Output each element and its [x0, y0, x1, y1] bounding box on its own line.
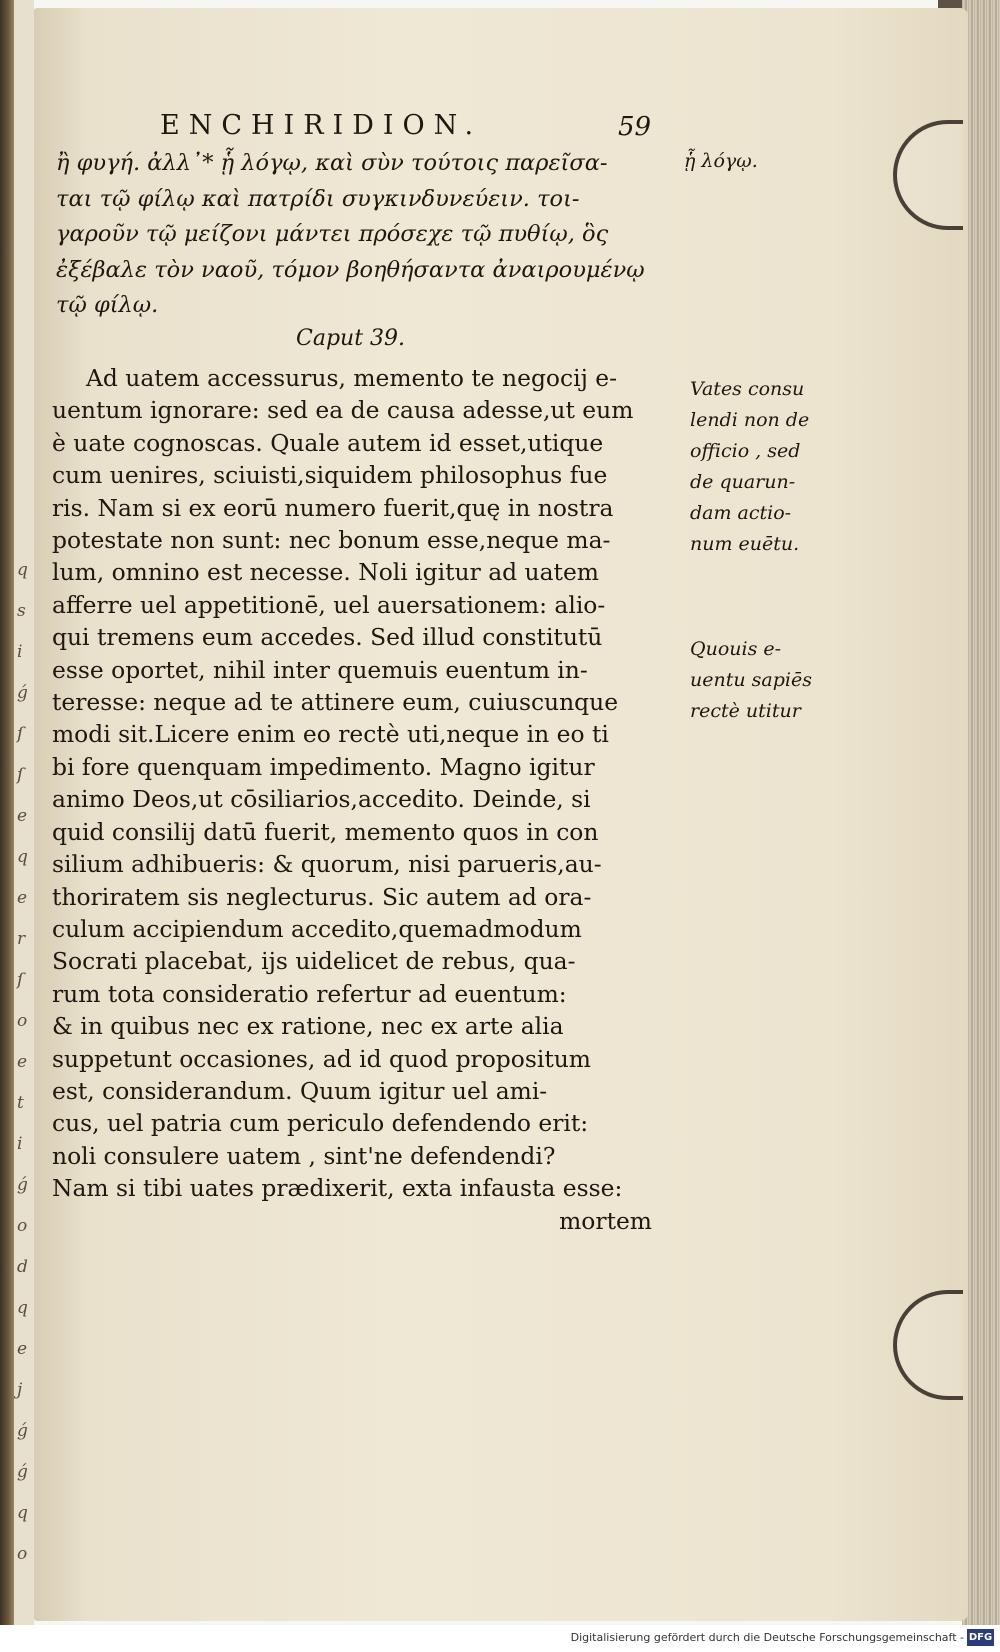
margin-line: de quarun-	[690, 471, 796, 493]
page-number: 59	[618, 112, 652, 142]
prev-page-fragment: q	[17, 1298, 28, 1318]
chapter-heading: Caput 39.	[296, 326, 406, 351]
running-head: ENCHIRIDION.	[160, 110, 483, 141]
margin-note-vates	[690, 374, 809, 560]
prev-page-fragment: j	[17, 1380, 23, 1400]
prev-page-fragment: r	[17, 929, 26, 949]
text-line: est, considerandum. Quum igitur uel ami-	[52, 1076, 548, 1105]
greek-margin-note: ᾗ λόγῳ.	[684, 150, 758, 172]
dfg-logo[interactable]: DFG	[967, 1629, 994, 1646]
margin-note-sapiens	[690, 634, 812, 727]
prev-page-fragment: i	[17, 1134, 23, 1154]
prev-page-fragment: q	[17, 560, 28, 580]
text-line: è uate cognoscas. Quale autem id esset,utique	[52, 428, 604, 457]
text-line: culum accipiendum accedito,quemadmodum	[52, 914, 582, 943]
text-line: animo Deos,ut cōsiliarios,accedito. Deinde, si	[52, 785, 591, 814]
prev-page-fragment: o	[17, 1544, 28, 1564]
prev-page-fragment: t	[17, 1093, 24, 1113]
text-line: uentum ignorare: sed ea de causa adesse,ut eum	[52, 396, 634, 425]
prev-page-fragment: ſ	[17, 765, 24, 785]
text-line: Ad uatem accessurus, memento te negocij e-	[86, 364, 618, 392]
margin-line: officio , sed	[690, 440, 801, 462]
greek-line: ται τῷ φίλῳ καὶ πατρίδι συγκινδυνεύειν. τοι-	[56, 185, 580, 212]
prev-page-fragment: q	[17, 847, 28, 867]
text-line: rum tota consideratio refertur ad euentum:	[52, 979, 567, 1008]
margin-line: dam actio-	[690, 502, 792, 524]
funding-credit: Digitalisierung gefördert durch die Deutsche Forschungsgemeinschaft -	[570, 1631, 964, 1644]
prev-page-fragment: o	[17, 1011, 28, 1031]
latin-body-text	[52, 362, 652, 1237]
credit-bar	[0, 1625, 1000, 1652]
margin-line: uentu sapiēs	[690, 669, 812, 691]
greek-text-block	[56, 146, 656, 324]
prev-page-fragment: ǵ	[17, 1421, 28, 1441]
prev-page-fragment: e	[17, 1339, 28, 1359]
prev-page-fragment: ǵ	[17, 683, 28, 703]
prev-page-fragment: o	[17, 1216, 28, 1236]
text-line: quid consilij datū fuerit, memento quos in con	[52, 817, 599, 846]
text-line: thoriratem sis neglecturus. Sic autem ad ora-	[52, 882, 592, 911]
text-line: afferre uel appetitionē, uel auersationem: alio-	[52, 590, 606, 619]
text-line: lum, omnino est necesse. Noli igitur ad uatem	[52, 558, 599, 587]
text-line: potestate non sunt: nec bonum esse,neque ma-	[52, 526, 611, 555]
prev-page-fragment: i	[17, 642, 23, 662]
text-line: noli consulere uatem , sint'ne defendendi?	[52, 1141, 556, 1170]
greek-line: ἐξέβαλε τὸν ναοῦ, τόμον βοηθήσαντα ἀναιρουμένῳ	[56, 256, 645, 283]
prev-page-fragment: q	[17, 1503, 28, 1523]
prev-page-fragment: ſ	[17, 970, 24, 990]
prev-page-fragment: s	[17, 601, 26, 621]
text-line: & in quibus nec ex ratione, nec ex arte alia	[52, 1012, 564, 1041]
text-line: modi sit.Licere enim eo rectè uti,neque in eo ti	[52, 720, 609, 749]
greek-line: τῷ φίλῳ.	[56, 292, 159, 318]
text-line: cus, uel patria cum periculo defendendo erit:	[52, 1109, 589, 1138]
prev-page-fragment: e	[17, 1052, 28, 1072]
text-line: qui tremens eum accedes. Sed illud constitutū	[52, 623, 603, 652]
text-line: teresse: neque ad te attinere eum, cuiuscunque	[52, 688, 619, 717]
margin-line: num euētu.	[690, 533, 800, 555]
book-spine-edge	[0, 0, 14, 1625]
text-line: bi fore quenquam impedimento. Magno igitur	[52, 752, 595, 781]
margin-line: Quouis e-	[690, 638, 782, 660]
prev-page-fragment: e	[17, 888, 28, 908]
prev-page-fragment: e	[17, 806, 28, 826]
text-line: cum uenires, sciuisti,siquidem philosophus fue	[52, 461, 608, 490]
margin-line: lendi non de	[690, 409, 810, 431]
prev-page-fragment: d	[17, 1257, 28, 1277]
catchword: mortem	[559, 1206, 652, 1235]
text-line: esse oportet, nihil inter quemuis euentum in-	[52, 655, 588, 684]
prev-page-fragment: ǵ	[17, 1462, 28, 1482]
greek-line: ἢ φυγή. ἀλλ᾽* ᾗ λόγῳ, καὶ σὺν τούτοις παρεῖσα-	[56, 150, 608, 176]
previous-page-edge	[14, 0, 34, 1625]
prev-page-fragment: ſ	[17, 724, 24, 744]
margin-line: Vates consu	[690, 378, 805, 400]
text-line: silium adhibueris: & quorum, nisi parueris,au-	[52, 850, 602, 879]
prev-page-fragment: ǵ	[17, 1175, 28, 1195]
text-line: Nam si tibi uates prædixerit, exta infausta esse:	[52, 1174, 623, 1203]
text-line: ris. Nam si ex eorū numero fuerit,quę in nostra	[52, 493, 614, 522]
margin-line: rectè utitur	[690, 700, 801, 722]
greek-line: γαροῦν τῷ μείζονι μάντει πρόσεχε τῷ πυθίῳ, ὃς	[56, 221, 609, 247]
text-line: suppetunt occasiones, ad id quod propositum	[52, 1044, 591, 1073]
text-line: Socrati placebat, ijs uidelicet de rebus, qua-	[52, 947, 576, 976]
